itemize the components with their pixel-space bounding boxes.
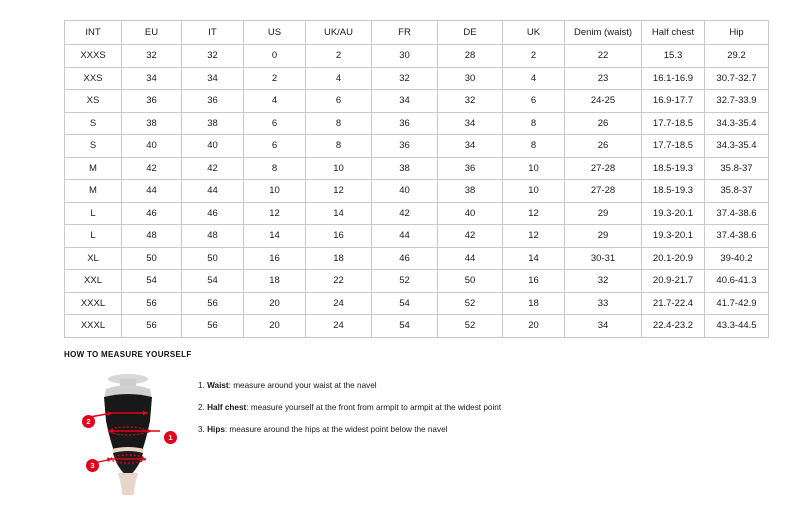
table-cell: 44 — [122, 180, 182, 203]
table-cell: 36 — [372, 135, 438, 158]
table-cell: 14 — [244, 225, 306, 248]
table-row — [65, 135, 769, 158]
column-header: IT — [182, 21, 244, 45]
table-cell: 8 — [503, 135, 565, 158]
table-cell: 50 — [182, 247, 244, 270]
step-term: Half chest — [207, 402, 247, 412]
table-cell: XXXL — [65, 315, 122, 338]
table-cell: 8 — [306, 112, 372, 135]
mannequin-icon — [82, 369, 174, 497]
table-cell: 44 — [182, 180, 244, 203]
table-cell: 22.4-23.2 — [642, 315, 705, 338]
table-row — [65, 45, 769, 68]
table-cell: 16 — [306, 225, 372, 248]
table-cell: 50 — [122, 247, 182, 270]
table-cell: 56 — [182, 292, 244, 315]
table-cell: 6 — [244, 135, 306, 158]
table-cell: 24-25 — [565, 90, 642, 113]
table-cell: 34 — [372, 90, 438, 113]
table-cell: 37.4-38.6 — [705, 202, 769, 225]
table-cell: XS — [65, 90, 122, 113]
table-cell: 19.3-20.1 — [642, 225, 705, 248]
table-cell: 28 — [438, 45, 503, 68]
column-header: INT — [65, 21, 122, 45]
table-cell: L — [65, 225, 122, 248]
table-cell: 56 — [182, 315, 244, 338]
table-cell: 32 — [372, 67, 438, 90]
table-cell: 30.7-32.7 — [705, 67, 769, 90]
table-cell: 34 — [438, 135, 503, 158]
how-to-measure-section — [64, 350, 764, 499]
table-row — [65, 270, 769, 293]
table-cell: 52 — [438, 292, 503, 315]
table-row — [65, 225, 769, 248]
table-cell: 20 — [244, 315, 306, 338]
table-cell: 20.9-21.7 — [642, 270, 705, 293]
table-cell: 56 — [122, 292, 182, 315]
table-cell: 14 — [306, 202, 372, 225]
table-cell: 40 — [372, 180, 438, 203]
step-number: 1. — [198, 381, 205, 390]
table-cell: 26 — [565, 135, 642, 158]
size-conversion-table — [64, 20, 769, 338]
step-number: 3. — [198, 424, 205, 434]
table-cell: 46 — [372, 247, 438, 270]
table-cell: 41.7-42.9 — [705, 292, 769, 315]
table-cell: 22 — [306, 270, 372, 293]
table-cell: 38 — [372, 157, 438, 180]
table-cell: 18 — [503, 292, 565, 315]
marker-1: 1 — [164, 431, 177, 444]
table-cell: 43.3-44.5 — [705, 315, 769, 338]
column-header: Half chest — [642, 21, 705, 45]
table-row — [65, 67, 769, 90]
table-cell: 8 — [244, 157, 306, 180]
table-cell: 16.1-16.9 — [642, 67, 705, 90]
mannequin-illustration — [82, 369, 174, 497]
table-cell: XXXS — [65, 45, 122, 68]
step-number: 2. — [198, 402, 205, 412]
table-cell: 17.7-18.5 — [642, 135, 705, 158]
table-cell: 54 — [372, 315, 438, 338]
step-term: Waist — [207, 381, 229, 390]
table-cell: 44 — [438, 247, 503, 270]
table-row — [65, 202, 769, 225]
table-cell: 40 — [182, 135, 244, 158]
table-cell: 52 — [438, 315, 503, 338]
table-cell: 8 — [503, 112, 565, 135]
table-cell: 23 — [565, 67, 642, 90]
table-cell: 38 — [438, 180, 503, 203]
table-cell: 36 — [438, 157, 503, 180]
table-cell: 20 — [503, 315, 565, 338]
column-header: Hip — [705, 21, 769, 45]
column-header: US — [244, 21, 306, 45]
table-row — [65, 247, 769, 270]
table-row — [65, 180, 769, 203]
table-cell: 29.2 — [705, 45, 769, 68]
table-cell: 32.7-33.9 — [705, 90, 769, 113]
table-cell: 16 — [244, 247, 306, 270]
table-cell: 8 — [306, 135, 372, 158]
table-cell: 37.4-38.6 — [705, 225, 769, 248]
table-cell: 50 — [438, 270, 503, 293]
measure-step — [198, 381, 501, 391]
column-header: EU — [122, 21, 182, 45]
table-row — [65, 292, 769, 315]
table-row — [65, 112, 769, 135]
marker-3: 3 — [86, 459, 99, 472]
table-cell: 29 — [565, 202, 642, 225]
measure-step — [198, 425, 501, 435]
table-cell: 34.3-35.4 — [705, 112, 769, 135]
table-cell: 21.7-22.4 — [642, 292, 705, 315]
table-body — [65, 45, 769, 338]
table-cell: 56 — [122, 315, 182, 338]
how-to-measure-body — [64, 369, 764, 499]
step-text: : measure around your waist at the navel — [228, 381, 377, 390]
size-table-container — [64, 20, 757, 338]
table-cell: 18 — [306, 247, 372, 270]
table-cell: 40 — [438, 202, 503, 225]
table-cell: 12 — [503, 202, 565, 225]
table-cell: 20.1-20.9 — [642, 247, 705, 270]
table-cell: 19.3-20.1 — [642, 202, 705, 225]
table-cell: 6 — [306, 90, 372, 113]
measure-step — [198, 403, 501, 413]
table-cell: 29 — [565, 225, 642, 248]
table-cell: 18.5-19.3 — [642, 157, 705, 180]
marker-2: 2 — [82, 415, 95, 428]
table-cell: 30-31 — [565, 247, 642, 270]
mannequin-figure-container — [64, 369, 184, 499]
table-header — [65, 21, 769, 45]
table-cell: XL — [65, 247, 122, 270]
table-cell: XXXL — [65, 292, 122, 315]
table-cell: 34 — [438, 112, 503, 135]
table-cell: 6 — [244, 112, 306, 135]
table-cell: 32 — [565, 270, 642, 293]
table-cell: 30 — [372, 45, 438, 68]
step-text: : measure around the hips at the widest point below the navel — [224, 424, 448, 434]
table-cell: XXS — [65, 67, 122, 90]
table-cell: 22 — [565, 45, 642, 68]
table-cell: 10 — [244, 180, 306, 203]
table-cell: 32 — [182, 45, 244, 68]
table-cell: 48 — [122, 225, 182, 248]
table-cell: S — [65, 135, 122, 158]
table-cell: 42 — [438, 225, 503, 248]
table-cell: 30 — [438, 67, 503, 90]
table-cell: 0 — [244, 45, 306, 68]
table-cell: 12 — [244, 202, 306, 225]
table-cell: 34.3-35.4 — [705, 135, 769, 158]
table-cell: 54 — [372, 292, 438, 315]
table-cell: 35.8-37 — [705, 157, 769, 180]
table-cell: 12 — [503, 225, 565, 248]
table-cell: 48 — [182, 225, 244, 248]
table-cell: 17.7-18.5 — [642, 112, 705, 135]
table-cell: 40 — [122, 135, 182, 158]
table-cell: 36 — [182, 90, 244, 113]
table-cell: 16 — [503, 270, 565, 293]
table-cell: 32 — [438, 90, 503, 113]
table-cell: 20 — [244, 292, 306, 315]
table-row — [65, 315, 769, 338]
table-cell: 14 — [503, 247, 565, 270]
table-cell: 46 — [122, 202, 182, 225]
column-header: Denim (waist) — [565, 21, 642, 45]
table-cell: 36 — [122, 90, 182, 113]
table-cell: 24 — [306, 292, 372, 315]
table-cell: 27-28 — [565, 157, 642, 180]
measure-steps-list — [198, 369, 501, 447]
table-cell: L — [65, 202, 122, 225]
table-cell: 42 — [122, 157, 182, 180]
column-header: UK/AU — [306, 21, 372, 45]
table-cell: 39-40.2 — [705, 247, 769, 270]
table-cell: M — [65, 157, 122, 180]
table-cell: 42 — [182, 157, 244, 180]
column-header: FR — [372, 21, 438, 45]
table-cell: 38 — [182, 112, 244, 135]
table-cell: XXL — [65, 270, 122, 293]
table-cell: 33 — [565, 292, 642, 315]
table-cell: 4 — [503, 67, 565, 90]
table-cell: 54 — [182, 270, 244, 293]
table-cell: 24 — [306, 315, 372, 338]
table-cell: 2 — [306, 45, 372, 68]
table-cell: 40.6-41.3 — [705, 270, 769, 293]
table-cell: 42 — [372, 202, 438, 225]
table-cell: 27-28 — [565, 180, 642, 203]
table-cell: 4 — [244, 90, 306, 113]
table-cell: M — [65, 180, 122, 203]
table-cell: 32 — [122, 45, 182, 68]
table-cell: 4 — [306, 67, 372, 90]
table-cell: 10 — [503, 157, 565, 180]
table-cell: 18 — [244, 270, 306, 293]
table-cell: 46 — [182, 202, 244, 225]
table-row — [65, 157, 769, 180]
table-cell: 38 — [122, 112, 182, 135]
table-header-row — [65, 21, 769, 45]
table-cell: 34 — [565, 315, 642, 338]
table-cell: 44 — [372, 225, 438, 248]
step-text: : measure yourself at the front from armpit to armpit at the widest point — [246, 402, 502, 412]
column-header: DE — [438, 21, 503, 45]
table-cell: 12 — [306, 180, 372, 203]
table-cell: 10 — [503, 180, 565, 203]
table-cell: 26 — [565, 112, 642, 135]
table-cell: 35.8-37 — [705, 180, 769, 203]
how-to-measure-title: HOW TO MEASURE YOURSELF — [64, 350, 192, 359]
table-cell: 10 — [306, 157, 372, 180]
table-cell: 18.5-19.3 — [642, 180, 705, 203]
column-header: UK — [503, 21, 565, 45]
table-cell: 2 — [244, 67, 306, 90]
table-cell: 6 — [503, 90, 565, 113]
table-cell: 52 — [372, 270, 438, 293]
table-cell: 54 — [122, 270, 182, 293]
step-term: Hips — [207, 424, 225, 434]
table-cell: 34 — [122, 67, 182, 90]
table-cell: 36 — [372, 112, 438, 135]
table-cell: 2 — [503, 45, 565, 68]
table-cell: 16.9-17.7 — [642, 90, 705, 113]
table-cell: 15.3 — [642, 45, 705, 68]
table-cell: 34 — [182, 67, 244, 90]
table-cell: S — [65, 112, 122, 135]
table-row — [65, 90, 769, 113]
